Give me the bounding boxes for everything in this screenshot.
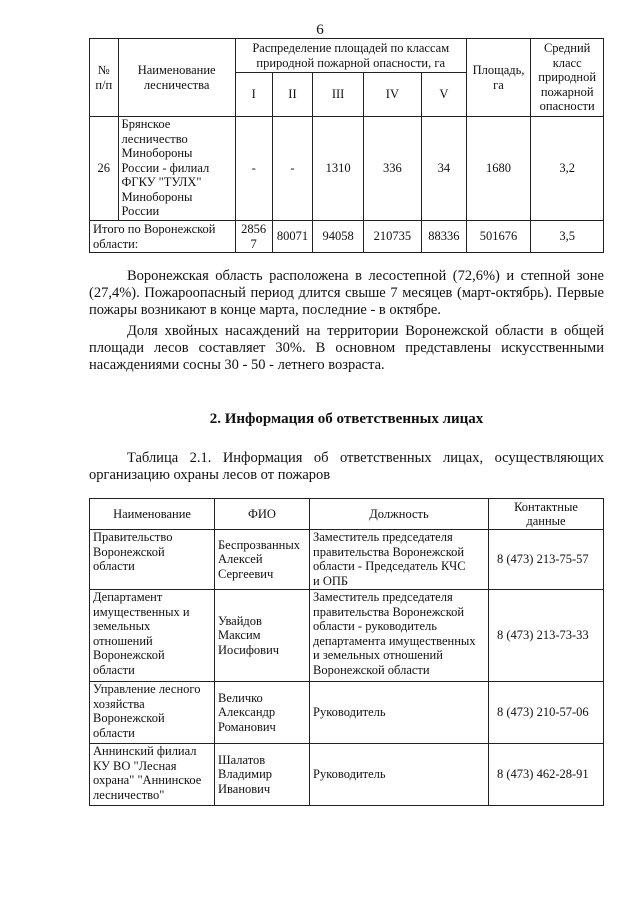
class-3-header: III xyxy=(313,73,363,117)
total-class-5: 88336 xyxy=(422,221,467,253)
class-1-header: I xyxy=(235,73,272,117)
table-header-row xyxy=(90,499,604,530)
class-5-value: 34 xyxy=(422,117,467,221)
class-5-header: V xyxy=(422,73,467,117)
phone: 8 (473) 213-75-57 xyxy=(489,530,604,590)
org-name: Управление лесного хозяйства Воронежской области xyxy=(90,682,215,744)
table-row xyxy=(90,590,604,682)
class-4-header: IV xyxy=(363,73,421,117)
total-avg-class: 3,5 xyxy=(531,221,604,253)
col-area-header: Площадь, га xyxy=(466,39,531,117)
person-name: Беспрозванных Алексей Сергеевич xyxy=(215,530,310,590)
total-label: Итого по Воронежской области: xyxy=(90,221,236,253)
paragraph-conifers: Доля хвойных насаждений на территории Воронежской области в общей площади лесов составляет 30%. В основном представлены искусственными насаждениями сосны 30 - 50 - летнего возраста. xyxy=(89,323,604,373)
org-name: Аннинский филиал КУ ВО "Лесная охрана" "Аннинское лесничество" xyxy=(90,744,215,806)
person-name: Величко Александр Романович xyxy=(215,682,310,744)
col-contacts-header: Контактные данные xyxy=(489,499,604,530)
person-name: Шалатов Владимир Иванович xyxy=(215,744,310,806)
paragraph-zones: Воронежская область расположена в лесостепной (72,6%) и степной зоне (27,4%). Пожароопасный период длится свыше 7 месяцев (март-октябрь). Первые пожары возникают в конце марта, последние - в октябре. xyxy=(89,268,604,318)
position: Заместитель председателя правительства Воронежской области - Председатель КЧС и ОПБ xyxy=(310,530,489,590)
position: Руководитель xyxy=(310,682,489,744)
total-area: 501676 xyxy=(466,221,531,253)
total-class-3: 94058 xyxy=(313,221,363,253)
phone: 8 (473) 210-57-06 xyxy=(489,682,604,744)
table-row xyxy=(90,682,604,744)
table-caption: Таблица 2.1. Информация об ответственных лицах, осуществляющих организацию охраны лесов от пожаров xyxy=(89,450,604,483)
page-number: 6 xyxy=(316,22,324,38)
class-3-value: 1310 xyxy=(313,117,363,221)
position: Руководитель xyxy=(310,744,489,806)
responsible-persons-table xyxy=(89,498,604,806)
avg-class-value: 3,2 xyxy=(531,117,604,221)
area-value: 1680 xyxy=(466,117,531,221)
org-name: Правительство Воронежской области xyxy=(90,530,215,590)
class-1-value: - xyxy=(235,117,272,221)
col-org-header: Наименование xyxy=(90,499,215,530)
table-row xyxy=(90,744,604,806)
class-2-value: - xyxy=(272,117,313,221)
class-4-value: 336 xyxy=(363,117,421,221)
phone: 8 (473) 213-73-33 xyxy=(489,590,604,682)
total-class-1: 2856 7 xyxy=(235,221,272,253)
col-fio-header: ФИО xyxy=(215,499,310,530)
total-row xyxy=(90,221,604,253)
col-number-header: № п/п xyxy=(90,39,119,117)
person-name: Увайдов Максим Иосифович xyxy=(215,590,310,682)
total-class-2: 80071 xyxy=(272,221,313,253)
section-heading: 2. Информация об ответственных лицах xyxy=(209,411,484,427)
position: Заместитель председателя правительства Воронежской области - руководитель департамента имущественных и земельных отношений Воронежской области xyxy=(310,590,489,682)
total-class-4: 210735 xyxy=(363,221,421,253)
phone: 8 (473) 462-28-91 xyxy=(489,744,604,806)
forestry-name: Брянское лесничество Минобороны России - филиал ФГКУ "ТУЛХ" Минобороны России xyxy=(118,117,235,221)
org-name: Департамент имущественных и земельных отношений Воронежской области xyxy=(90,590,215,682)
table-row xyxy=(90,117,604,221)
col-position-header: Должность xyxy=(310,499,489,530)
fire-danger-classes-table xyxy=(89,38,604,253)
class-2-header: II xyxy=(272,73,313,117)
row-number: 26 xyxy=(90,117,119,221)
col-distribution-header: Распределение площадей по классам природной пожарной опасности, га xyxy=(235,39,466,73)
col-avg-class-header: Средний класс природной пожарной опасности xyxy=(531,39,604,117)
table-row xyxy=(90,530,604,590)
col-forestry-name-header: Наименование лесничества xyxy=(118,39,235,117)
